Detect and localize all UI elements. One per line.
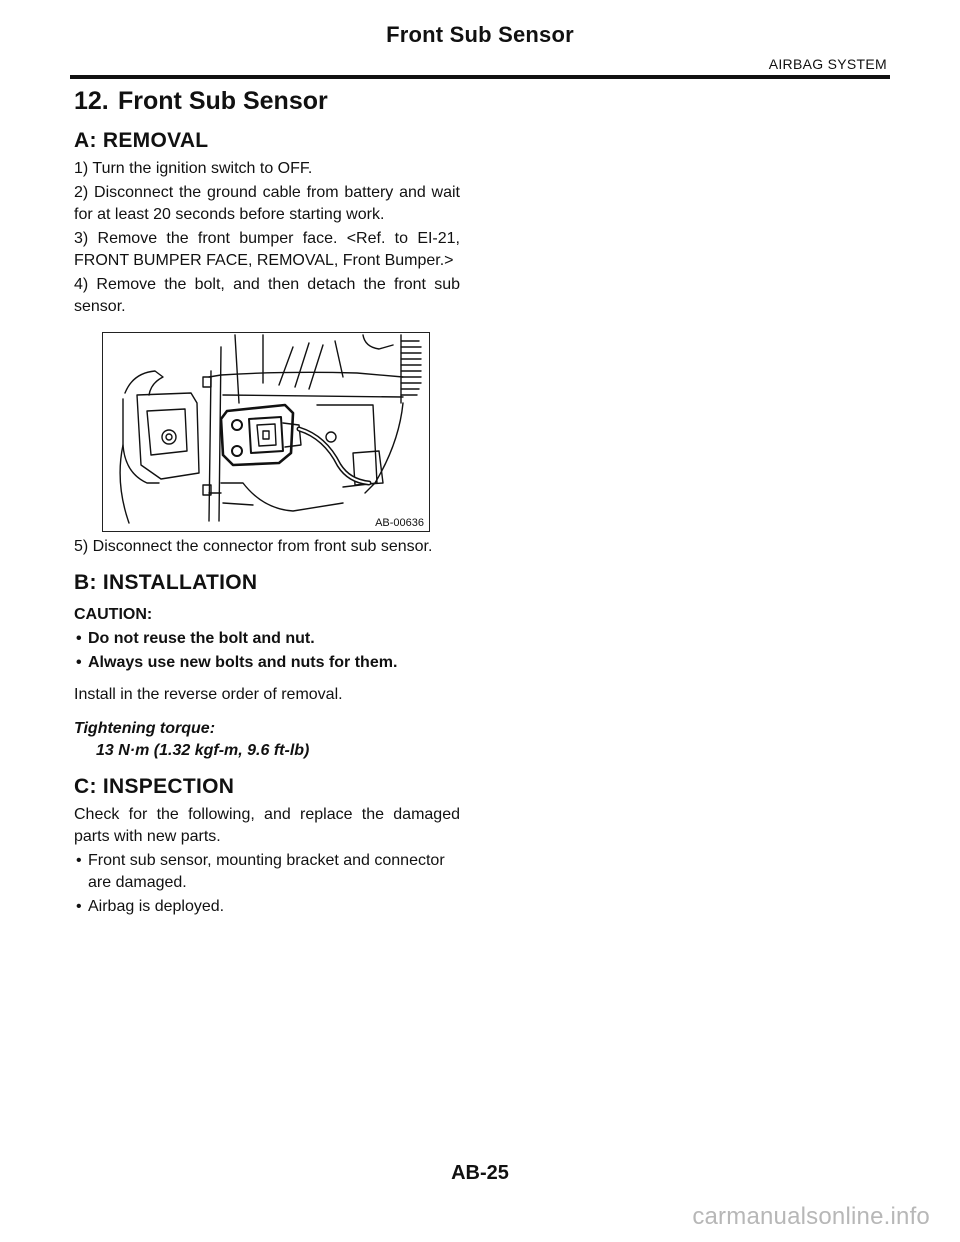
page-number: AB-25 xyxy=(451,1162,509,1184)
bullet-icon: • xyxy=(76,898,82,915)
bullet-icon: • xyxy=(76,654,82,671)
caution-list xyxy=(74,628,460,674)
inspection-intro: Check for the following, and replace the damaged parts with new parts. xyxy=(74,806,460,845)
torque-value: 13 N·m (1.32 kgf-m, 9.6 ft-lb) xyxy=(96,742,310,759)
content-column xyxy=(74,84,460,918)
list-item: • Do not reuse the bolt and nut. xyxy=(74,628,460,650)
list-item: • Always use new bolts and nuts for them. xyxy=(74,652,460,674)
removal-step: 1) Turn the ignition switch to OFF. xyxy=(74,160,313,177)
caution-label: CAUTION: xyxy=(74,606,153,623)
removal-step: 3) Remove the front bumper face. <Ref. to EI-21, FRONT BUMPER FACE, REMOVAL, Front Bumper.> xyxy=(74,230,460,269)
installation-heading: B: INSTALLATION xyxy=(74,571,258,594)
header-rule xyxy=(70,75,890,79)
bullet-icon: • xyxy=(76,630,82,647)
watermark: carmanualsonline.info xyxy=(692,1203,930,1230)
removal-heading: A: REMOVAL xyxy=(74,129,209,152)
inspection-heading: C: INSPECTION xyxy=(74,775,235,798)
removal-step: 5) Disconnect the connector from front sub sensor. xyxy=(74,538,433,555)
figure-label: AB-00636 xyxy=(375,517,424,529)
sensor-line-drawing xyxy=(103,333,429,531)
inspection-list xyxy=(74,850,460,918)
removal-step: 2) Disconnect the ground cable from battery and wait for at least 20 seconds before starting work. xyxy=(74,184,460,223)
section-name: AIRBAG SYSTEM xyxy=(768,56,887,72)
main-heading-number: 12. xyxy=(74,87,109,115)
main-heading-title: Front Sub Sensor xyxy=(118,87,328,115)
bullet-icon: • xyxy=(76,852,82,869)
sensor-illustration xyxy=(102,332,430,532)
list-item: • Front sub sensor, mounting bracket and connector are damaged. xyxy=(76,852,445,891)
list-item: • Airbag is deployed. xyxy=(74,896,460,918)
torque-label: Tightening torque: xyxy=(74,720,216,737)
main-heading xyxy=(74,86,460,116)
removal-step: 4) Remove the bolt, and then detach the front sub sensor. xyxy=(74,276,460,315)
installation-instruction: Install in the reverse order of removal. xyxy=(74,686,343,703)
page-header-title: Front Sub Sensor xyxy=(386,22,574,47)
